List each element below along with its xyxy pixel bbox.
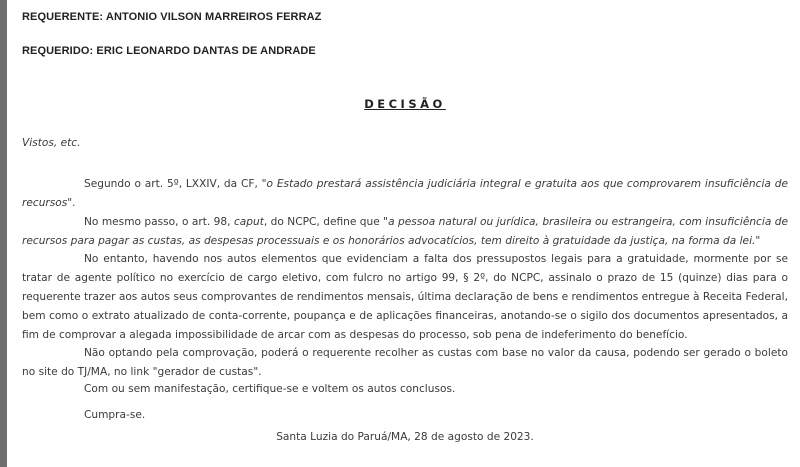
paragraph-certify: Com ou sem manifestação, certifique-se e voltem os autos conclusos. — [84, 383, 456, 395]
p1-lead: Segundo o art. 5º, LXXIV, da CF, " — [84, 178, 267, 190]
paragraph-requirements — [22, 250, 788, 345]
paragraph-fees — [22, 344, 788, 382]
p1-quote: o Estado prestará assistência judiciária integral e gratuita aos que comprovarem insuficiência de recursos — [22, 178, 788, 209]
vistos-line: Vistos, etc. — [22, 137, 81, 149]
decision-document — [22, 0, 788, 467]
paragraph-comply: Cumpra-se. — [84, 409, 146, 421]
requerente-line: REQUERENTE: ANTONIO VILSON MARREIROS FERRAZ — [22, 11, 322, 23]
paragraph-ncpc — [22, 213, 788, 251]
requerido-line: REQUERIDO: ERIC LEONARDO DANTAS DE ANDRADE — [22, 45, 316, 57]
p3-text: No entanto, havendo nos autos elementos que evidenciam a falta dos pressupostos legais para a gratuidade, mormente por se tratar de agente político no exercício de cargo eletivo, com fulcro no artigo 99, § 2º, do NCPC, assinalo o prazo de 15 (quinze) dias para o requerente trazer aos autos seus comprovantes de rendimentos mensais, última declaração de bens e rendimentos entregue à Receita Federal, bem como o extrato atualizado de conta-corrente, poupança e de aplicações financeiras, anotando-se o sigilo dos documentos apresentados, a fim de comprovar a alegada impossibilidade de arcar com as despesas do processo, sob pena de indeferimento do benefício. — [22, 253, 788, 341]
p2-quote: a pessoa natural ou jurídica, brasileira ou estrangeira, com insuficiência de recursos para pagar as custas, as despesas processuais e os honorários advocatícios, tem direito à gratuidade da justiça, na forma da lei. — [22, 216, 788, 247]
p4-text: Não optando pela comprovação, poderá o requerente recolher as custas com base no valor da causa, podendo ser gerado o boleto no site do TJ/MA, no link "gerador de custas". — [22, 347, 788, 378]
p2-b: , do NCPC, define que " — [263, 216, 389, 228]
p2-tail: " — [755, 235, 761, 247]
date-line: Santa Luzia do Paruá/MA, 28 de agosto de 2023. — [276, 431, 534, 443]
paragraph-constitution — [22, 175, 788, 213]
p2-caput: caput — [233, 216, 264, 228]
p1-tail: ". — [67, 197, 76, 209]
left-margin-bar — [0, 0, 7, 467]
document-title: DECISÃO — [364, 97, 446, 111]
p2-a: No mesmo passo, o art. 98, — [84, 216, 234, 228]
